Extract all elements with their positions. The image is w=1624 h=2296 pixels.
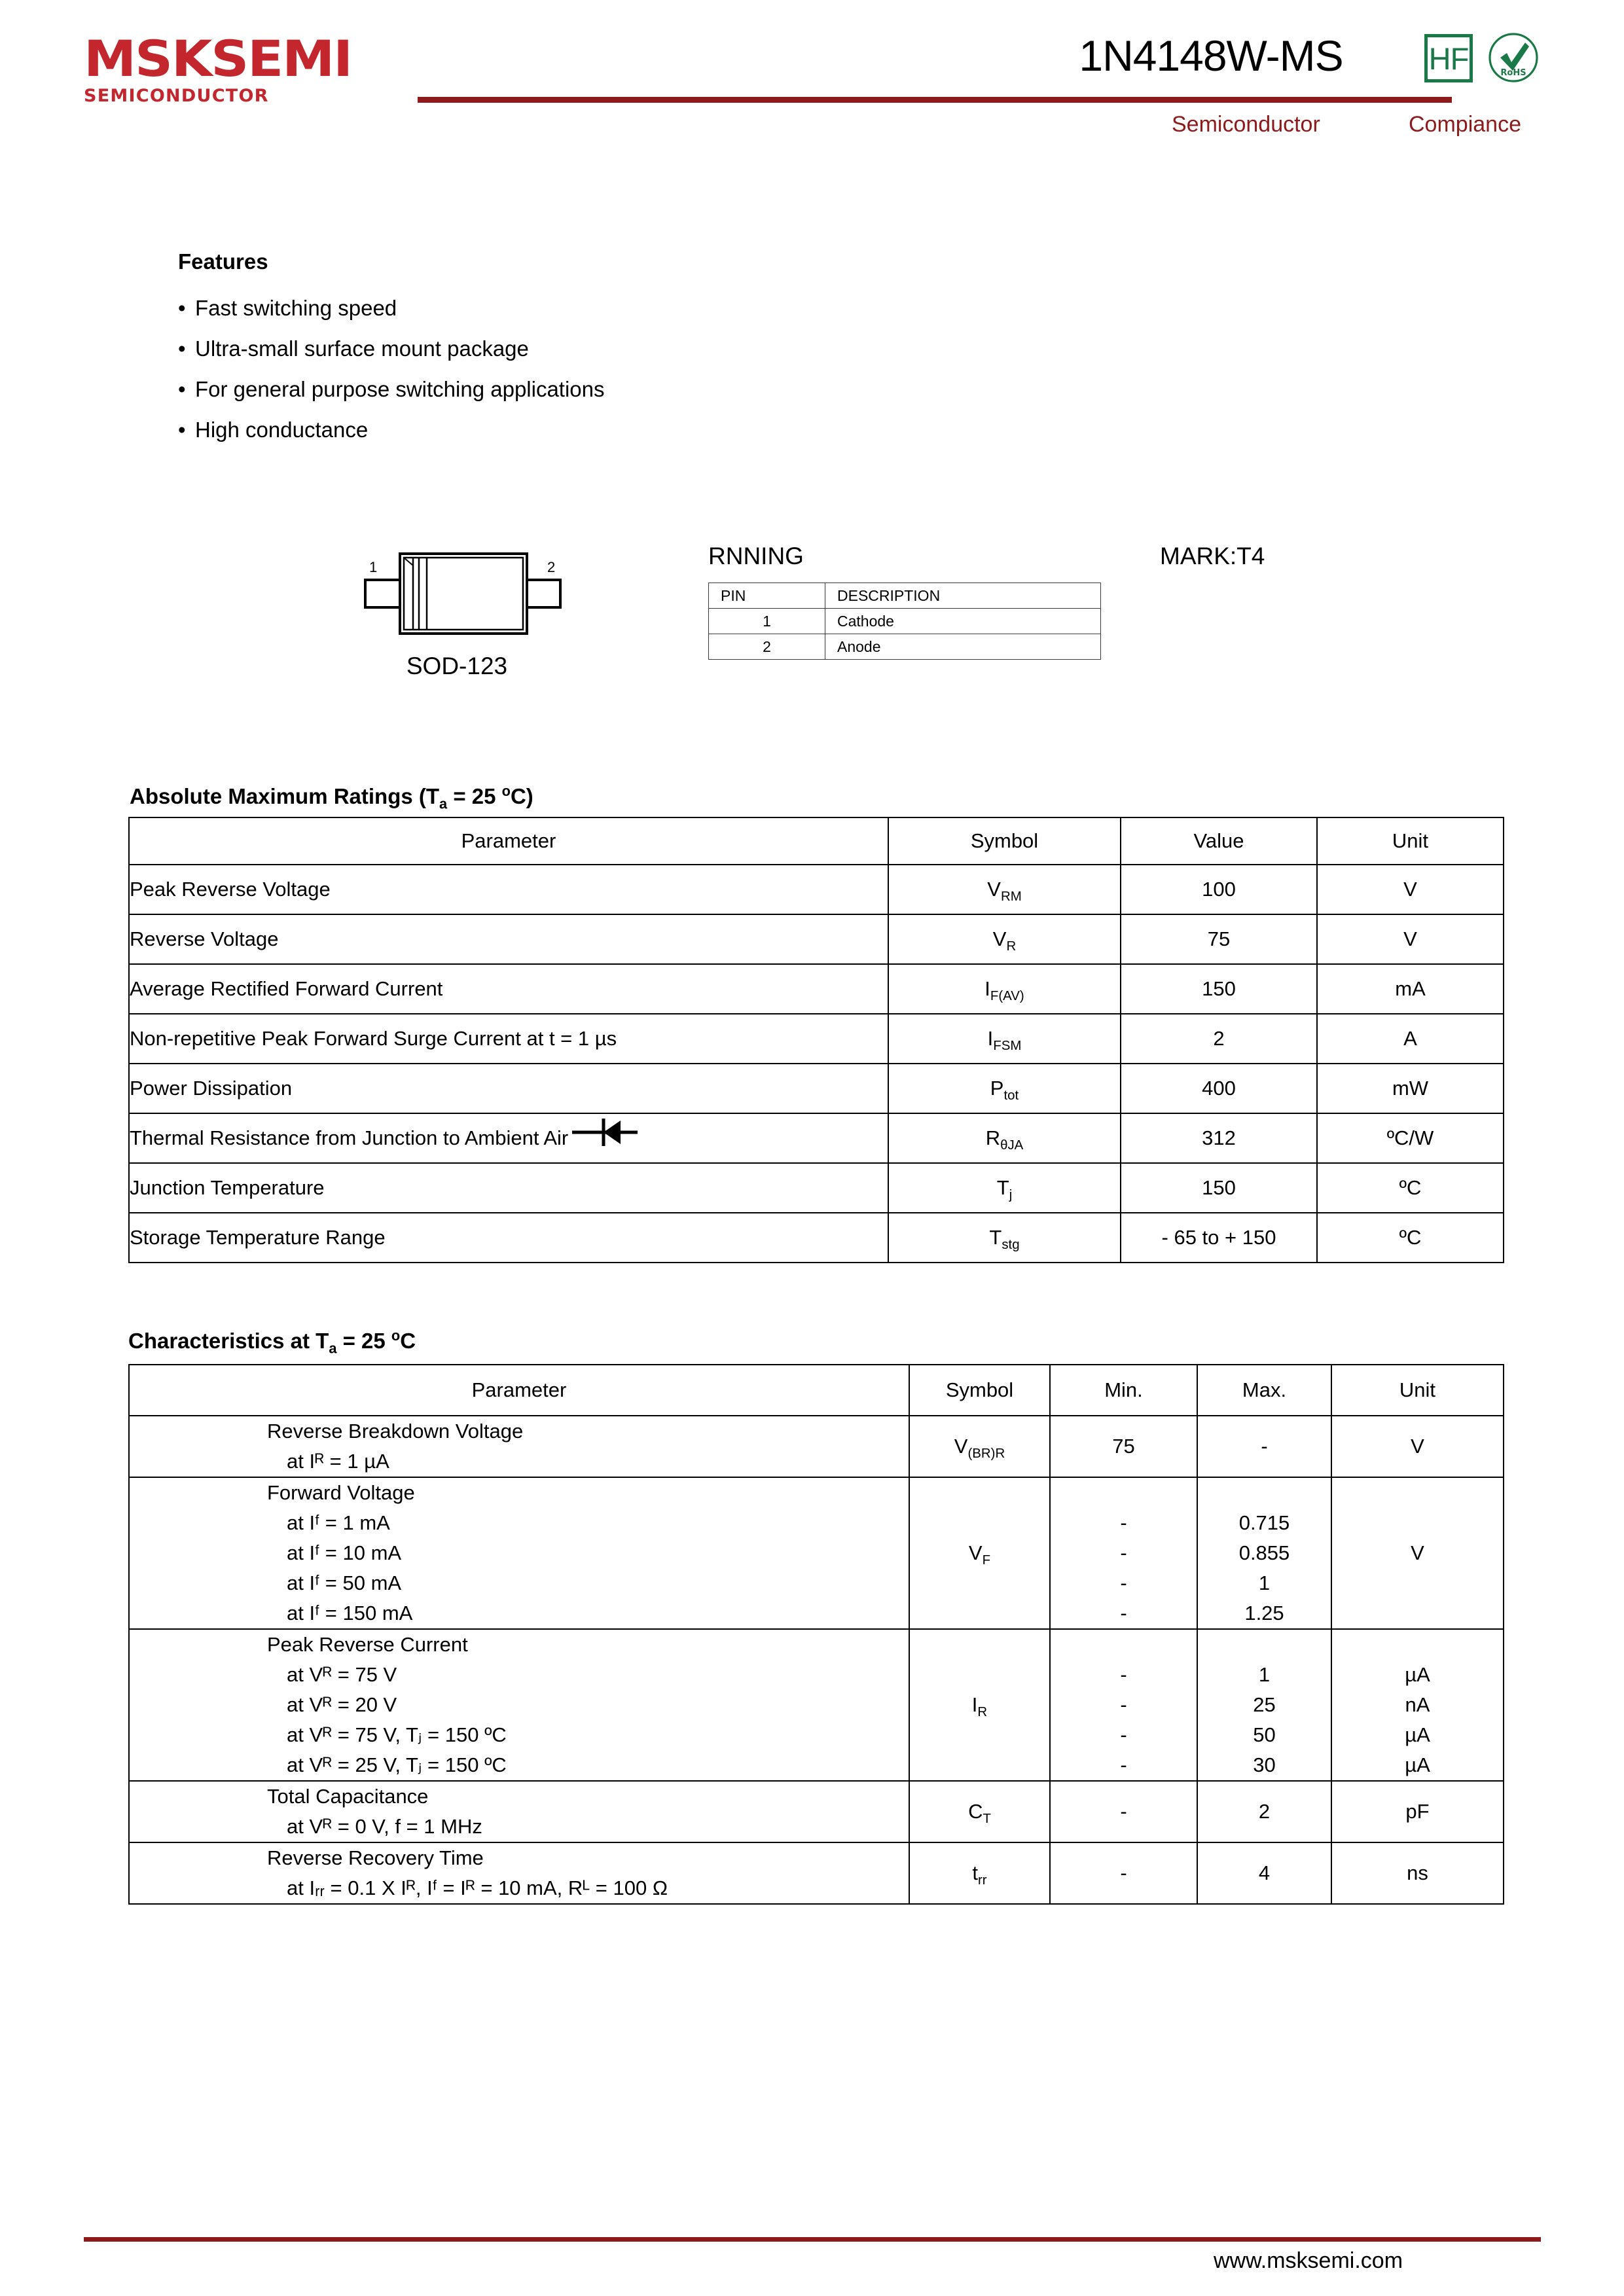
param-value: 400 [1121,1064,1317,1113]
param-symbol: $I_R$ [909,1629,1050,1781]
param-name [129,1781,909,1842]
col-header-symbol: Symbol [909,1365,1050,1416]
param-name [129,1629,909,1781]
description-col-header: DESCRIPTION [825,583,1101,609]
param-name: Reverse Voltage [129,914,888,964]
col-header-unit: Unit [1317,817,1504,865]
col-header-symbol: Symbol [888,817,1121,865]
param-value: 75 [1121,914,1317,964]
char-heading-sub: a [329,1340,337,1357]
param-symbol: $I_{FSM}$ [888,1014,1121,1064]
amr-heading-degree: o [501,783,511,799]
features-heading: Features [178,249,268,274]
col-header-unit: Unit [1331,1365,1504,1416]
param-min: - - - - [1050,1477,1197,1629]
char-heading-suffix: C [400,1329,416,1353]
param-symbol: $T_{stg}$ [888,1213,1121,1263]
param-name: Power Dissipation [129,1064,888,1113]
param-max: 1 25 50 30 [1197,1629,1331,1781]
col-header-parameter: Parameter [129,817,888,865]
table-row [129,914,1504,964]
pin-description: Anode [825,634,1101,660]
param-symbol: $V_{RM}$ [888,865,1121,914]
table-row [129,1113,1504,1163]
table-header-row [129,1365,1504,1416]
param-unit: pF [1331,1781,1504,1842]
param-condition: at Vᴿ = 20 V [287,1693,397,1716]
param-min: - [1050,1781,1197,1842]
param-condition: at Iᶠ = 150 mA [287,1602,413,1624]
param-name [129,1842,909,1904]
running-heading: RNNING [708,543,804,569]
logo-subtitle: SEMICONDUCTOR [84,86,269,106]
param-unit: ºC [1317,1213,1504,1263]
param-value: 2 [1121,1014,1317,1064]
table-row [709,583,1101,609]
param-condition: at Iᵣᵣ = 0.1 X Iᴿ, Iᶠ = Iᴿ = 10 mA, Rᴸ = 100 Ω [287,1876,668,1899]
header-label-compliance: Compiance [1409,112,1521,137]
col-header-value: Value [1121,817,1317,865]
pin-description-table [708,583,1101,660]
param-unit: ns [1331,1842,1504,1904]
param-value: 100 [1121,865,1317,914]
header-label-semiconductor: Semiconductor [1172,112,1320,137]
param-max: 0.715 0.855 1 1.25 [1197,1477,1331,1629]
param-name: Peak Reverse Voltage [129,865,888,914]
param-condition: at Iᶠ = 10 mA [287,1541,402,1564]
feature-list-item [178,369,964,410]
logo-wordmark: MSKSEMI [84,29,352,88]
param-min: - - - - [1050,1629,1197,1781]
feature-text: High conductance [195,418,369,442]
characteristics-heading [128,1327,416,1355]
param-condition: at Iᴿ = 1 µA [287,1450,389,1473]
param-unit: V [1331,1477,1504,1629]
header-divider-rule [418,97,1452,103]
table-row [709,609,1101,634]
param-condition: at Vᴿ = 0 V, f = 1 MHz [287,1815,482,1838]
param-name: Junction Temperature [129,1163,888,1213]
param-symbol: $V_{(BR)R}$ [909,1416,1050,1477]
page-header [0,0,1624,164]
table-row [129,964,1504,1014]
param-title: Forward Voltage [267,1481,415,1504]
pin-number: 1 [709,609,825,634]
param-max: 2 [1197,1781,1331,1842]
param-symbol: $C_T$ [909,1781,1050,1842]
svg-text:1: 1 [369,559,378,575]
absolute-maximum-ratings-heading [130,783,533,810]
col-header-min: Min. [1050,1365,1197,1416]
param-condition: at Iᶠ = 1 mA [287,1511,390,1534]
footer-divider-rule [84,2237,1541,2242]
amr-heading-sub: a [439,795,448,812]
sod123-package-drawing [359,550,634,648]
table-row [129,1629,1504,1781]
table-row [129,1842,1504,1904]
svg-text:2: 2 [547,559,556,575]
param-condition: at Iᶠ = 50 mA [287,1571,402,1594]
param-unit: V [1331,1416,1504,1477]
param-min: 75 [1050,1416,1197,1477]
header-label-row [1021,110,1545,140]
table-row [129,1477,1504,1629]
table-row [709,634,1101,660]
characteristics-table [128,1364,1504,1905]
param-name [129,1416,909,1477]
param-unit: ºC [1317,1163,1504,1213]
param-title: Total Capacitance [267,1785,429,1808]
param-unit: ºC/W [1317,1113,1504,1163]
page-title: 1N4148W-MS [1079,31,1343,80]
pin-description: Cathode [825,609,1101,634]
char-heading-prefix: Characteristics at T [128,1329,329,1353]
param-title: Peak Reverse Current [267,1633,468,1656]
param-max: - [1197,1416,1331,1477]
pin-col-header: PIN [709,583,825,609]
table-row [129,1416,1504,1477]
param-unit: mA [1317,964,1504,1014]
features-section [178,247,964,450]
param-symbol: $t_{rr}$ [909,1842,1050,1904]
table-row [129,865,1504,914]
param-unit: mW [1317,1064,1504,1113]
bullet-icon: • [178,336,186,361]
param-value: 312 [1121,1113,1317,1163]
bullet-icon: • [178,418,186,442]
feature-text: Fast switching speed [195,296,397,320]
char-heading-mid: = 25 [336,1329,391,1353]
param-name: Storage Temperature Range [129,1213,888,1263]
feature-list-item [178,288,964,329]
param-name: Average Rectified Forward Current [129,964,888,1014]
param-unit: V [1317,914,1504,964]
param-unit: V [1317,865,1504,914]
table-header-row [129,817,1504,865]
param-name: Non-repetitive Peak Forward Surge Current at t = 1 µs [129,1014,888,1064]
param-name: Thermal Resistance from Junction to Ambient Air [129,1113,888,1163]
param-condition: at Vᴿ = 75 V, Tⱼ = 150 ºC [287,1723,507,1746]
amr-heading-prefix: Absolute Maximum Ratings (T [130,784,440,808]
table-row [129,1163,1504,1213]
param-unit: A [1317,1014,1504,1064]
feature-list-item [178,329,964,369]
char-heading-degree: o [391,1327,401,1344]
param-symbol: $T_j$ [888,1163,1121,1213]
param-value: - 65 to + 150 [1121,1213,1317,1263]
footer-website-url: www.msksemi.com [1214,2248,1403,2273]
param-condition: at Vᴿ = 75 V [287,1663,397,1686]
feature-list-item [178,410,964,450]
package-caption: SOD-123 [406,653,508,679]
param-title: Reverse Recovery Time [267,1846,484,1869]
bullet-icon: • [178,296,186,320]
param-symbol: $R_{\theta JA}$ [888,1113,1121,1163]
col-header-max: Max. [1197,1365,1331,1416]
absolute-maximum-ratings-table [128,817,1504,1263]
feature-text: For general purpose switching applications [195,377,605,401]
param-condition: at Vᴿ = 25 V, Tⱼ = 150 ºC [287,1753,507,1776]
company-logo [84,29,365,106]
pin-number: 2 [709,634,825,660]
halogen-free-badge: HF [1424,34,1473,82]
param-unit: µA nA µA µA [1331,1629,1504,1781]
param-min: - [1050,1842,1197,1904]
param-symbol: $V_R$ [888,914,1121,964]
param-symbol: $I_{F(AV)}$ [888,964,1121,1014]
feature-text: Ultra-small surface mount package [195,336,529,361]
param-title: Reverse Breakdown Voltage [267,1420,524,1443]
bullet-icon: • [178,377,186,401]
amr-heading-suffix: C) [510,784,533,808]
table-row [129,1213,1504,1263]
amr-heading-mid: = 25 [447,784,502,808]
param-symbol: $P_{tot}$ [888,1064,1121,1113]
param-name [129,1477,909,1629]
table-row [129,1064,1504,1113]
mark-label: MARK:T4 [1160,543,1265,569]
svg-text:RoHS: RoHS [1500,68,1526,78]
table-row [129,1781,1504,1842]
param-value: 150 [1121,964,1317,1014]
param-symbol: $V_F$ [909,1477,1050,1629]
table-row [129,1014,1504,1064]
col-header-parameter: Parameter [129,1365,909,1416]
param-max: 4 [1197,1842,1331,1904]
param-value: 150 [1121,1163,1317,1213]
rohs-badge [1487,31,1540,84]
